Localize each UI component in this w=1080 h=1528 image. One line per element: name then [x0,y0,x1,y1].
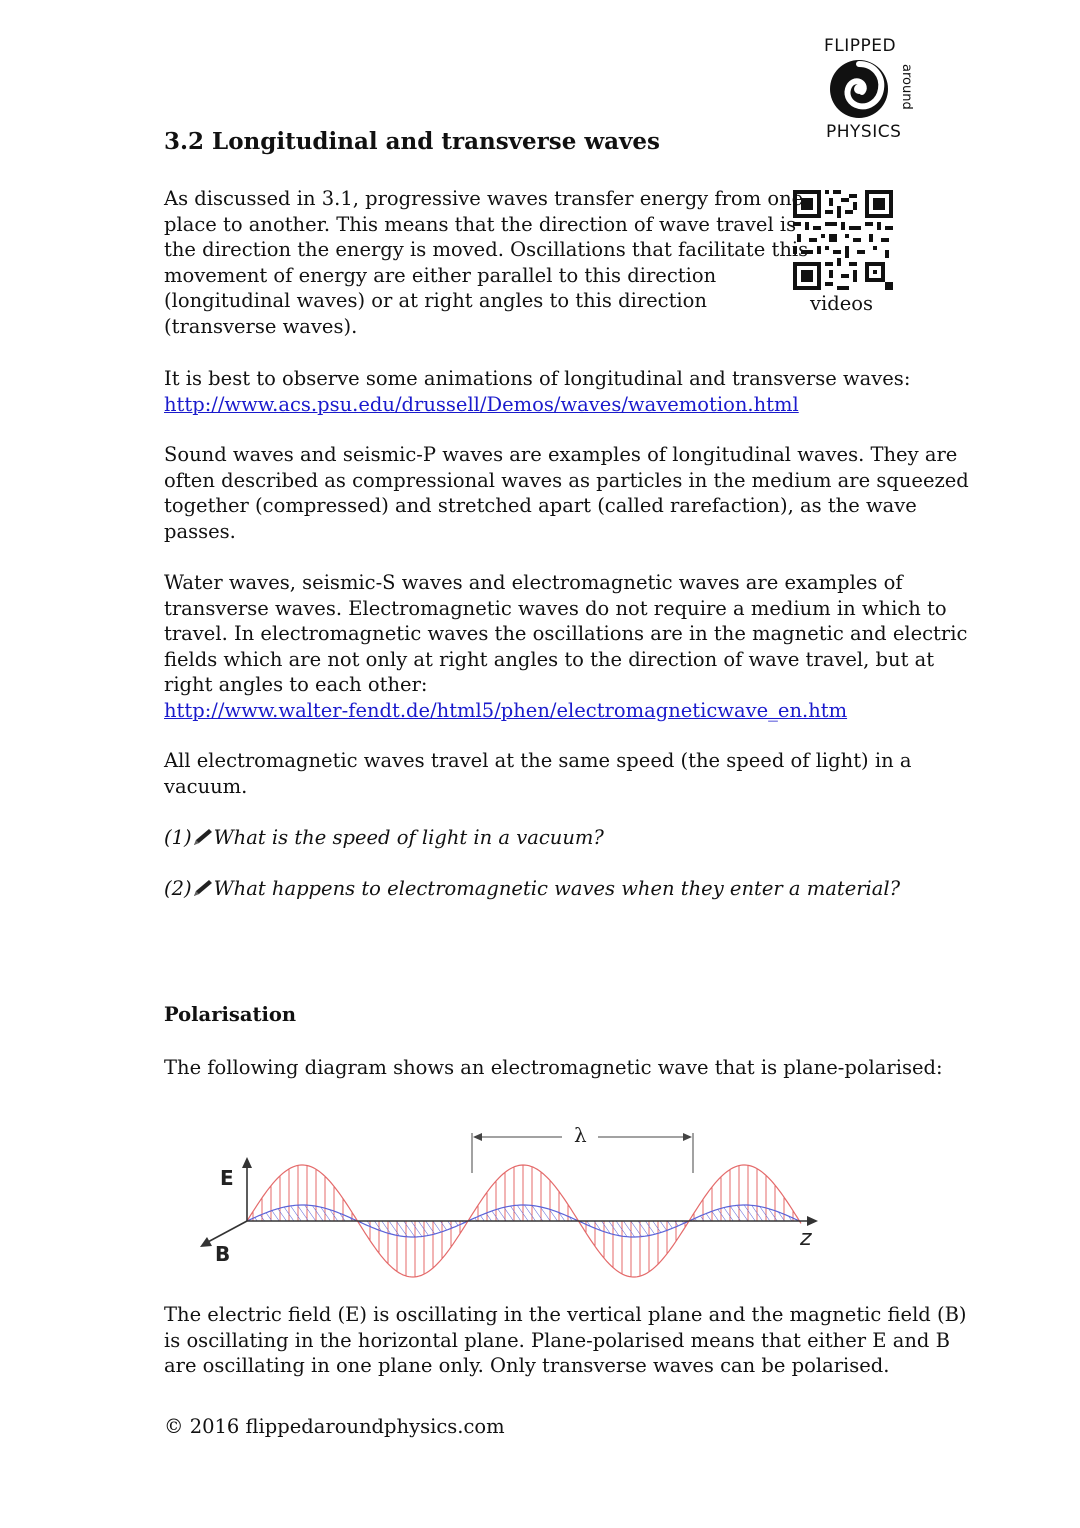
text-line: Water waves, seismic-S waves and electromagnetic waves are examples of [164,571,903,594]
copyright-footer [164,1414,505,1440]
spiral-logo-icon [828,58,890,120]
animations-paragraph [164,366,910,417]
text-line: fields which are not only at right angles to the direction of wave travel, but at [164,647,935,671]
text-line: often described as compressional waves as particles in the medium are squeezed [164,468,969,492]
transverse-paragraph [164,570,967,724]
e-axis-arrowhead [242,1157,252,1168]
pencil-icon [192,827,214,847]
question-number: (2) [164,877,192,900]
text-line: together (compressed) and stretched apart (called rarefaction), as the wave [164,494,917,518]
z-label: z [800,1226,812,1251]
pencil-icon [192,878,214,898]
question-1 [164,825,604,851]
b-label: B [215,1242,231,1266]
text-line: transverse waves. Electromagnetic waves do not require a medium in which to [164,596,947,620]
qr-caption: videos [810,292,874,315]
logo-side-word: around [899,64,914,110]
b-axis-arrowhead [200,1237,212,1247]
question-text: What happens to electromagnetic waves when they enter a material? [213,877,901,900]
polarisation-heading: Polarisation [164,1003,297,1026]
text-line: the direction the energy is moved. Oscillations that facilitate this [164,238,809,262]
logo-top-word: FLIPPED [824,36,897,56]
logo-bottom-word: PHYSICS [826,122,902,142]
z-axis-arrowhead [807,1216,818,1226]
text-line: place to another. This means that the direction of wave travel is [164,212,797,236]
text-line: It is best to observe some animations of longitudinal and transverse waves: [164,367,911,390]
footer-text: © 2016 flippedaroundphysics.com [164,1415,505,1438]
text-line: passes. [164,519,236,543]
b-axis [206,1221,247,1243]
text-line: (transverse waves). [164,314,358,338]
question-number: (1) [164,826,192,849]
text-line: The following diagram shows an electromagnetic wave that is plane-polarised: [164,1056,943,1079]
lambda-arrowhead-right [683,1133,692,1141]
question-2 [164,876,900,902]
intro-paragraph [164,186,808,340]
question-text: What is the speed of light in a vacuum? [213,826,604,849]
lambda-label: λ [574,1123,587,1147]
text-line: is oscillating in the horizontal plane. Plane-polarised means that either E and B [164,1328,950,1352]
e-label: E [220,1166,234,1190]
text-line: movement of energy are either parallel to this direction [164,263,717,287]
speed-paragraph [164,748,911,799]
text-line: All electromagnetic waves travel at the same speed (the speed of light) in a [164,749,912,772]
flipped-around-physics-logo [822,36,922,146]
electromagnetic-wave-link[interactable]: http://www.walter-fendt.de/html5/phen/electromagneticwave_en.htm [164,698,848,722]
text-line: right angles to each other: [164,673,428,697]
text-line: Sound waves and seismic-P waves are examples of longitudinal waves. They are [164,443,958,466]
em-wave-diagram [190,1115,840,1285]
text-line: are oscillating in one plane only. Only transverse waves can be polarised. [164,1354,890,1378]
lambda-arrowhead-left [473,1133,482,1141]
wavemotion-link[interactable]: http://www.acs.psu.edu/drussell/Demos/waves/wavemotion.html [164,392,799,416]
text-line: travel. In electromagnetic waves the oscillations are in the magnetic and electric [164,622,968,646]
text-line: The electric field (E) is oscillating in the vertical plane and the magnetic field (B) [164,1303,967,1326]
page-title: 3.2 Longitudinal and transverse waves [164,128,660,155]
text-line: As discussed in 3.1, progressive waves transfer energy from one [164,187,804,210]
diagram-intro-paragraph [164,1055,943,1081]
longitudinal-paragraph [164,442,969,544]
text-line: vacuum. [164,774,248,798]
polarisation-paragraph [164,1302,967,1379]
text-line: (longitudinal waves) or at right angles to this direction [164,289,707,313]
